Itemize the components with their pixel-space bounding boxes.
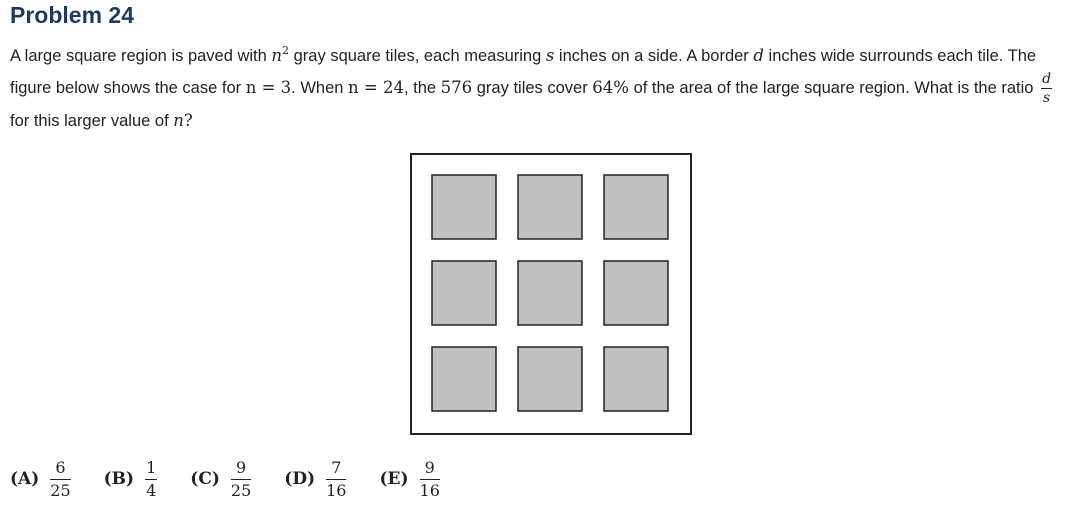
choice-label: (D) <box>284 469 316 489</box>
choice-d[interactable] <box>284 457 349 500</box>
gray-tile <box>432 175 496 239</box>
math-d: d <box>753 46 764 65</box>
math-576: 576 <box>440 78 473 97</box>
gray-tile <box>604 175 668 239</box>
text-segment: inches on a side. A border <box>554 47 754 65</box>
text-segment: gray tiles cover <box>472 79 593 97</box>
choice-label: (B) <box>103 469 135 489</box>
fraction-denominator: 16 <box>326 480 347 500</box>
text-segment: inches wide surrounds each tile. The figure below shows the case for <box>10 47 1037 97</box>
text-segment: A large square region is paved with <box>10 47 272 65</box>
fraction-numerator: 6 <box>50 460 70 480</box>
gray-tile <box>604 261 668 325</box>
fraction-denominator: 16 <box>419 480 440 500</box>
math-exponent: 2 <box>282 44 290 57</box>
choice-label: (C) <box>190 469 220 489</box>
fraction-numerator: 9 <box>231 460 251 480</box>
choice-fraction <box>145 457 157 500</box>
choice-c[interactable] <box>190 457 254 500</box>
gray-tile <box>518 261 582 325</box>
gray-tile <box>432 347 496 411</box>
choice-b[interactable] <box>103 457 161 500</box>
tile-grid-figure <box>410 153 692 435</box>
math-n: n <box>271 46 283 65</box>
fraction-numerator: 9 <box>420 460 440 480</box>
gray-tile <box>518 175 582 239</box>
math-s: s <box>545 46 555 65</box>
fraction-numerator: 7 <box>326 460 346 480</box>
text-segment: for this larger value of <box>10 112 174 131</box>
text-segment: , the <box>403 79 441 97</box>
choice-fraction <box>419 457 440 500</box>
fraction-numerator: 1 <box>145 460 157 480</box>
choice-fraction <box>230 457 252 500</box>
choice-label: (E) <box>379 469 409 489</box>
choice-e[interactable] <box>379 457 442 500</box>
math-percent: 64% <box>592 78 629 97</box>
math-n-equals-3: n = 3 <box>245 78 292 97</box>
math-n-equals-24: n = 24 <box>348 78 404 97</box>
gray-tile <box>518 347 582 411</box>
problem-statement <box>10 40 1072 137</box>
question-mark: ? <box>183 111 193 131</box>
text-segment: gray square tiles, each measuring <box>289 47 546 65</box>
fraction-denominator: 4 <box>146 480 157 500</box>
choice-fraction <box>50 457 71 500</box>
gray-tile <box>432 261 496 325</box>
answer-choices <box>10 455 473 503</box>
ratio-numerator: d <box>1042 71 1052 88</box>
choice-a[interactable] <box>10 457 74 500</box>
gray-tile <box>604 347 668 411</box>
text-segment: . When <box>291 79 349 97</box>
choice-fraction <box>326 457 347 500</box>
choice-label: (A) <box>10 469 40 489</box>
math-n: n <box>173 111 184 131</box>
ratio-denominator: s <box>1042 90 1051 107</box>
ratio-d-over-s <box>1041 72 1052 105</box>
problem-title: Problem 24 <box>10 2 134 28</box>
fraction-denominator: 25 <box>50 480 71 500</box>
text-segment: of the area of the large square region. What is the ratio <box>628 79 1039 97</box>
fraction-denominator: 25 <box>230 480 252 500</box>
